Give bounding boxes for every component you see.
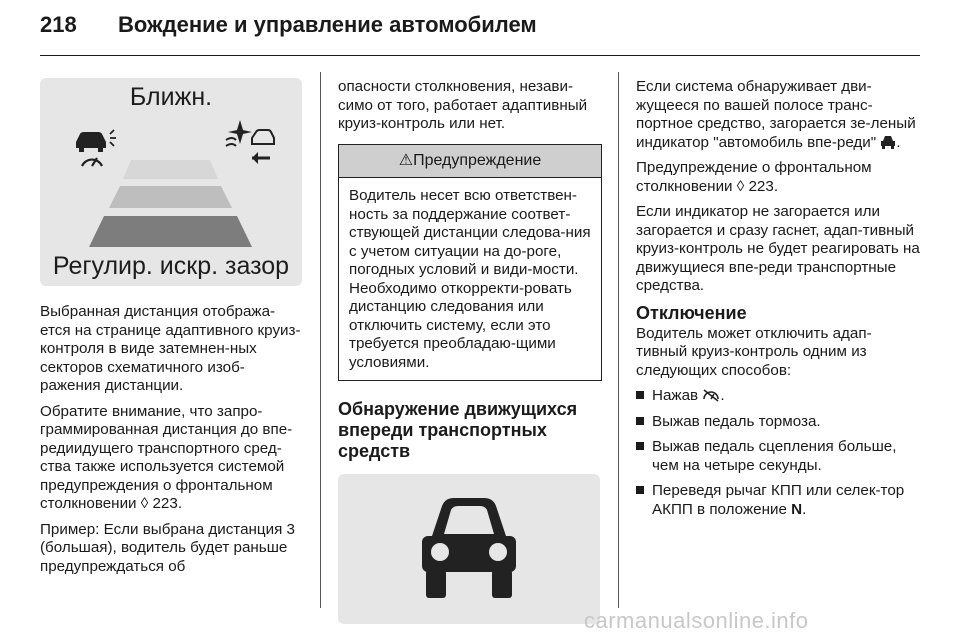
list-item-text: .: [802, 500, 807, 518]
list-item-text: Выжав педаль тормоза.: [652, 412, 821, 430]
page-title: Вождение и управление автомобилем: [118, 12, 537, 37]
list-item: [636, 413, 920, 432]
bullet: [636, 442, 644, 450]
method-list: [636, 387, 920, 519]
display-bottom-label: Регулир. искр. зазор: [52, 252, 290, 280]
warning-box: [338, 144, 602, 382]
paragraph: Если индикатор не загорается или загорается и сразу гаснет, адап-тивный круиз-контроль не будет реагировать на движущиеся впе-реди транспортные средства.: [636, 203, 920, 294]
paragraph: Пример: Если выбрана дистанция 3 (большая), водитель будет раньше предупреждаться об: [40, 520, 295, 575]
list-item: [636, 438, 920, 475]
vehicle-ahead-icon: [880, 135, 896, 149]
list-item: [636, 482, 920, 519]
list-item-text: .: [720, 387, 725, 404]
list-item-text: Переведя рычаг КПП или селек-тор АКПП в положение: [652, 482, 905, 518]
distance-display-image: [40, 78, 302, 286]
subsection-heading: Отключение: [636, 302, 747, 323]
paragraph: [636, 78, 920, 152]
paragraph: Обратите внимание, что запро-граммированная дистанция до впе-редиидущего транспортного сред-ства также используется системой предупреждения о фронтальном столкновении ◊ 223.: [40, 402, 293, 512]
paragraph-text: .: [896, 133, 901, 151]
car-speedometer-icon: [70, 126, 120, 168]
column-1: [40, 78, 302, 583]
warning-title: ⚠Предупреждение: [339, 145, 601, 179]
list-item-text: Выжав педаль сцепления больше, чем на четыре секунды.: [652, 438, 897, 474]
distance-bar-far: [89, 216, 252, 247]
distance-bar-mid: [109, 186, 232, 208]
column-2: [338, 78, 602, 624]
list-item: [636, 387, 920, 406]
page-number: 218: [40, 12, 77, 37]
column-divider-2: [618, 72, 619, 608]
paragraph-text: Если система обнаруживает дви-жущееся по вашей полосе транс-портное средство, загорается зе-леный индикатор "автомобиль впе-реди": [636, 78, 916, 151]
distance-bar-near: [123, 160, 218, 179]
vehicle-indicator-image: [338, 474, 600, 624]
column-divider-1: [320, 72, 321, 608]
display-top-label: Ближн.: [129, 83, 213, 111]
bullet: [636, 486, 644, 494]
paragraph: опасности столкновения, незави-симо от того, работает адаптивный круиз-контроль или нет.: [338, 78, 588, 132]
car-sensor-icon: [222, 118, 276, 166]
warning-text: Водитель несет всю ответствен-ность за поддержание соответ-ствующей дистанции следова-ния с учетом ситуации на до-роге, погодных условий и види-мости. Необходимо откорректи-ровать дистанцию следования или отключить систему, если это требуется преобладаю-щими условиями.: [349, 187, 591, 371]
paragraph: Предупреждение о фронтальном столкновении ◊ 223.: [636, 159, 872, 195]
paragraph: Водитель может отключить адап-тивный круиз-контроль одним из следующих способов:: [636, 324, 872, 379]
watermark: carmanualsonline.info: [584, 608, 809, 633]
section-heading: Обнаружение движущихся впереди транспортных средств: [338, 399, 578, 461]
column-3: [636, 78, 920, 526]
list-item-text: Нажав: [652, 387, 699, 404]
cruise-off-icon: [702, 388, 720, 402]
bullet: [636, 391, 644, 399]
car-front-icon: [410, 496, 528, 600]
gear-position: N: [791, 500, 803, 518]
header-rule: [40, 55, 920, 56]
paragraph: Выбранная дистанция отобража-ется на странице адаптивного круиз-контроля в виде затемнен-ных секторов схематичного изоб-ражения дистанции.: [40, 303, 301, 394]
bullet: [636, 417, 644, 425]
